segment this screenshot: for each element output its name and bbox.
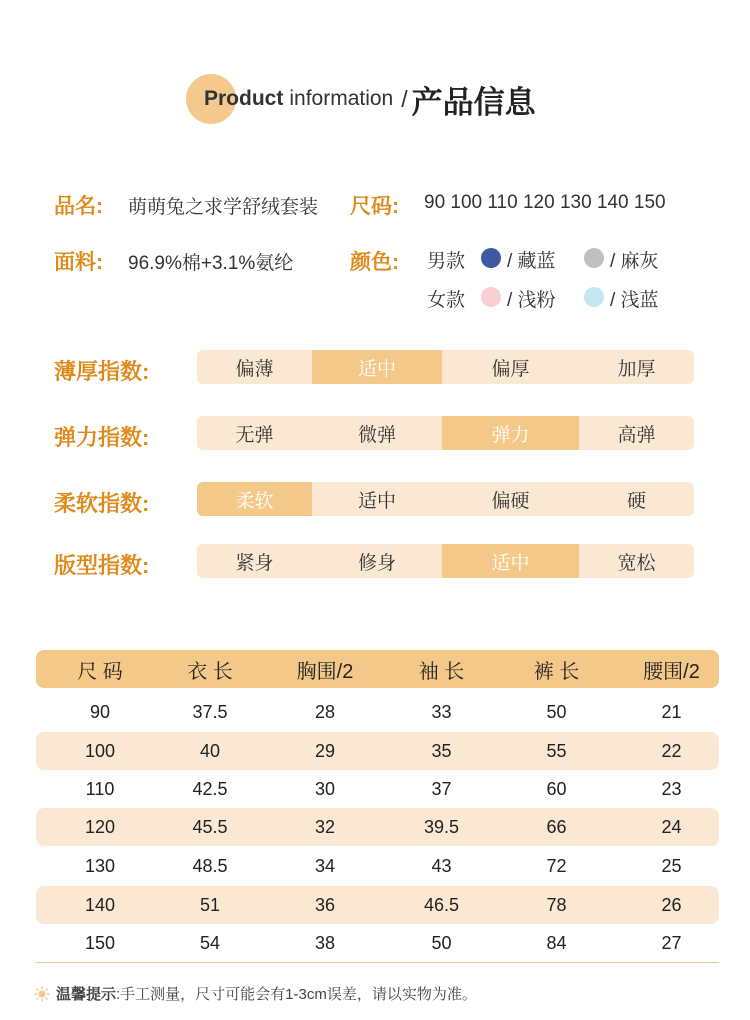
- elasticity-index-bar: [197, 416, 694, 450]
- female-color-2: / 浅蓝: [610, 290, 659, 311]
- table-cell: 27: [661, 932, 682, 953]
- table-cell: 36: [314, 894, 336, 915]
- title-en: information: [289, 87, 394, 110]
- table-header-cell: 衣 长: [187, 660, 233, 683]
- index-option: 修身: [357, 552, 396, 574]
- name-label: 品名:: [54, 195, 103, 218]
- index-option-selected: 柔软: [197, 482, 312, 516]
- index-option: 紧身: [235, 552, 274, 574]
- thickness-index-bar: [197, 350, 694, 384]
- table-cell: 29: [314, 740, 336, 761]
- index-option: 无弹: [235, 424, 274, 446]
- tip-text: :手工测量，尺寸可能会有1-3cm误差，请以实物为准。: [116, 986, 477, 1003]
- index-option: 微弹: [357, 424, 396, 446]
- index-option: 偏硬: [491, 490, 530, 512]
- pink-swatch: [481, 287, 501, 307]
- navy-swatch: [481, 248, 501, 268]
- table-header-cell: 尺 码: [77, 660, 123, 683]
- table-cell: 33: [431, 701, 452, 722]
- table-cell: 51: [199, 894, 221, 915]
- table-cell: 21: [661, 701, 682, 722]
- index-option: 高弹: [617, 424, 656, 446]
- table-cell: 150: [84, 932, 116, 953]
- fit-index-bar: [197, 544, 694, 578]
- fabric-value: 96.9%棉+3.1%氨纶: [128, 253, 294, 274]
- table-cell: 50: [431, 932, 452, 953]
- male-label: 男款: [427, 251, 466, 272]
- table-cell: 78: [546, 894, 567, 915]
- table-cell: 45.5: [192, 816, 228, 837]
- table-cell: 35: [431, 740, 452, 761]
- male-color-1: / 藏蓝: [507, 251, 556, 272]
- table-cell: 66: [546, 816, 567, 837]
- gray-swatch: [584, 248, 604, 268]
- table-row: [36, 886, 719, 924]
- index-option-selected: 适中: [442, 544, 579, 578]
- elasticity-index-label: 弹力指数:: [54, 425, 150, 450]
- table-cell: 23: [661, 778, 682, 799]
- table-cell: 100: [84, 740, 116, 761]
- table-cell: 72: [546, 855, 567, 876]
- index-option: 偏厚: [491, 358, 530, 380]
- table-row: [36, 732, 719, 770]
- male-color-2: / 麻灰: [610, 251, 659, 272]
- table-cell: 54: [199, 932, 221, 953]
- table-cell: 39.5: [423, 816, 460, 837]
- index-option-selected: 适中: [312, 350, 442, 384]
- table-cell: 32: [314, 816, 336, 837]
- size-table-header: [36, 650, 719, 688]
- table-cell: 25: [661, 855, 682, 876]
- color-label: 颜色:: [350, 251, 399, 274]
- softness-index-label: 柔软指数:: [54, 491, 150, 516]
- softness-index-bar: [197, 482, 694, 516]
- index-option: 硬: [626, 490, 646, 512]
- female-label: 女款: [427, 290, 466, 311]
- title-en-bold: Product: [204, 87, 284, 110]
- table-row: [36, 808, 719, 846]
- table-cell: 110: [85, 778, 115, 799]
- table-cell: 22: [661, 740, 682, 761]
- table-cell: 38: [314, 932, 336, 953]
- table-cell: 40: [199, 740, 221, 761]
- table-row: [36, 924, 719, 962]
- measurement-tip: [34, 983, 477, 1004]
- fit-index-label: 版型指数:: [54, 553, 150, 578]
- table-cell: 55: [546, 740, 567, 761]
- table-row: [36, 770, 719, 808]
- size-value: 90 100 110 120 130 140 150: [424, 192, 666, 213]
- table-cell: 24: [661, 816, 682, 837]
- table-row: [36, 693, 719, 731]
- table-cell: 37.5: [192, 701, 228, 722]
- index-option-selected: 弹力: [442, 416, 579, 450]
- table-header-cell: 袖 长: [418, 660, 465, 683]
- thickness-index-label: 薄厚指数:: [54, 359, 150, 384]
- table-cell: 43: [431, 855, 452, 876]
- table-cell: 46.5: [423, 894, 460, 915]
- table-cell: 26: [661, 894, 682, 915]
- female-color-1: / 浅粉: [507, 290, 556, 311]
- lightbulb-icon: [34, 986, 50, 1002]
- index-option: 加厚: [617, 358, 656, 380]
- title-cn: 产品信息: [411, 84, 536, 120]
- divider: [36, 962, 719, 963]
- lightblue-swatch: [584, 287, 604, 307]
- fabric-label: 面料:: [54, 251, 103, 274]
- table-header-cell: 腰围/2: [643, 660, 700, 683]
- table-cell: 48.5: [192, 855, 228, 876]
- table-cell: 42.5: [192, 778, 228, 799]
- table-header-cell: 裤 长: [533, 660, 580, 683]
- table-cell: 30: [314, 778, 336, 799]
- title-separator: /: [401, 85, 408, 112]
- index-option: 适中: [357, 490, 396, 512]
- table-cell: 37: [431, 778, 452, 799]
- tip-label: 温馨提示: [56, 986, 117, 1003]
- table-cell: 130: [84, 855, 116, 876]
- table-row: [36, 847, 719, 885]
- index-option: 偏薄: [235, 358, 274, 380]
- table-cell: 50: [546, 701, 567, 722]
- table-cell: 120: [84, 816, 116, 837]
- table-cell: 140: [84, 894, 116, 915]
- name-value: 萌萌兔之求学舒绒套装: [128, 197, 319, 218]
- index-option: 宽松: [617, 552, 656, 574]
- section-title: [204, 80, 536, 118]
- table-cell: 84: [546, 932, 567, 953]
- table-header-cell: 胸围/2: [296, 660, 354, 683]
- table-cell: 28: [314, 701, 336, 722]
- table-cell: 60: [546, 778, 567, 799]
- table-cell: 34: [314, 855, 336, 876]
- table-cell: 90: [89, 701, 111, 722]
- size-label: 尺码:: [350, 195, 399, 218]
